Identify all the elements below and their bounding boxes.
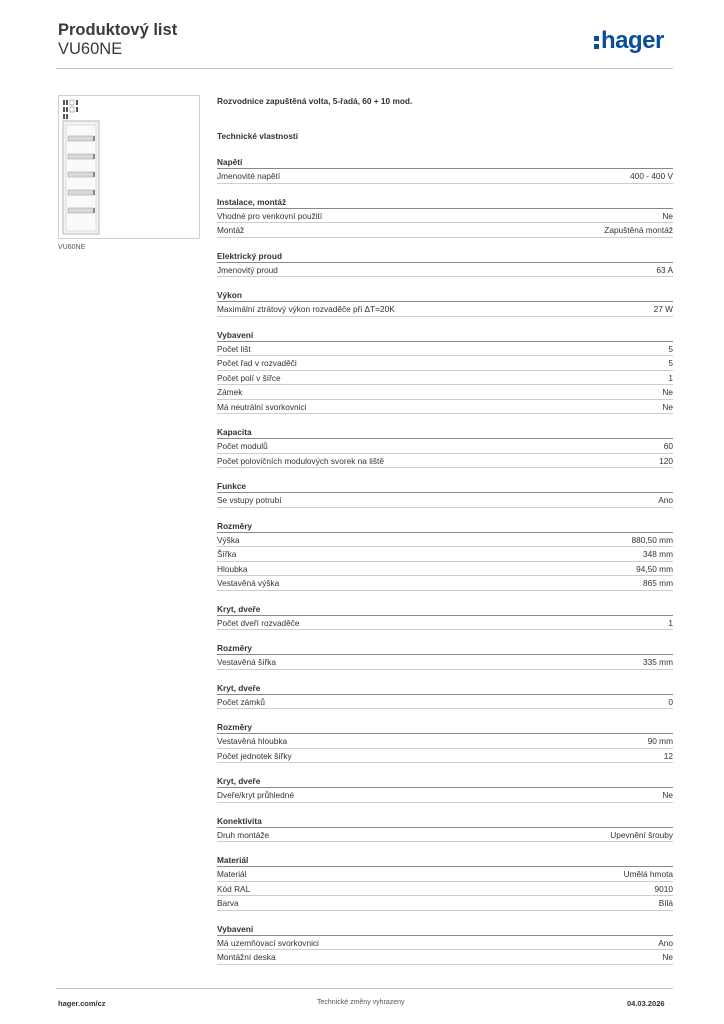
spec-value: 9010 bbox=[654, 883, 673, 894]
spec-value: Umělá hmota bbox=[623, 869, 673, 879]
spec-value: 865 mm bbox=[643, 578, 673, 588]
spec-value: Ne bbox=[662, 210, 673, 221]
spec-value: Zapuštěná montáž bbox=[604, 225, 673, 235]
spec-value: 27 W bbox=[653, 304, 673, 314]
spec-value: 348 mm bbox=[643, 549, 673, 559]
spec-row bbox=[217, 371, 673, 386]
spec-row bbox=[217, 385, 673, 400]
spec-value: 60 bbox=[663, 441, 673, 451]
spec-label: Vhodné pro venkovní použití bbox=[217, 210, 323, 221]
spec-group-title: Vybavení bbox=[217, 329, 673, 342]
spec-value: Upevnění šrouby bbox=[610, 829, 673, 840]
spec-value: 400 - 400 V bbox=[630, 171, 673, 181]
spec-value: Bílá bbox=[658, 898, 673, 908]
spec-group-title: Vybavení bbox=[217, 923, 673, 936]
spec-row bbox=[217, 302, 673, 317]
spec-value: 880,50 mm bbox=[631, 534, 673, 545]
spec-row bbox=[217, 788, 673, 803]
spec-label: Barva bbox=[217, 898, 239, 908]
spec-group bbox=[217, 426, 673, 468]
logo-colon-icon bbox=[594, 33, 599, 49]
spec-group bbox=[217, 250, 673, 278]
product-description: Rozvodnice zapuštěná volta, 5-řadá, 60 + 10 mod. bbox=[217, 96, 413, 106]
spec-label: Počet řad v rozvaděči bbox=[217, 358, 297, 368]
brand-logo bbox=[594, 27, 664, 55]
spec-group-title: Rozměry bbox=[217, 520, 673, 533]
spec-value: 94,50 mm bbox=[636, 563, 673, 574]
spec-label: Počet zámků bbox=[217, 696, 265, 707]
spec-group bbox=[217, 642, 673, 670]
spec-group-title: Výkon bbox=[217, 289, 673, 302]
spec-value: Ne bbox=[662, 952, 673, 962]
spec-label: Dveře/kryt průhledné bbox=[217, 790, 295, 800]
page-title: Produktový list bbox=[58, 21, 178, 39]
product-code: VU60NE bbox=[58, 40, 123, 58]
spec-row bbox=[217, 169, 673, 184]
spec-row bbox=[217, 936, 673, 951]
spec-label: Materiál bbox=[217, 869, 247, 879]
spec-group-title: Rozměry bbox=[217, 721, 673, 734]
spec-row bbox=[217, 400, 673, 415]
spec-group-title: Funkce bbox=[217, 480, 673, 493]
spec-group bbox=[217, 289, 673, 317]
spec-row bbox=[217, 263, 673, 278]
spec-row bbox=[217, 209, 673, 224]
spec-group bbox=[217, 520, 673, 591]
spec-group bbox=[217, 682, 673, 710]
brand-name: hager bbox=[601, 27, 664, 54]
section-title: Technické vlastnosti bbox=[217, 131, 298, 141]
spec-label: Jmenovité napětí bbox=[217, 171, 281, 181]
spec-value: 120 bbox=[659, 455, 673, 466]
spec-group-title: Instalace, montáž bbox=[217, 196, 673, 209]
spec-table bbox=[217, 156, 673, 977]
spec-group bbox=[217, 775, 673, 803]
spec-group-title: Napětí bbox=[217, 156, 673, 169]
spec-row bbox=[217, 896, 673, 911]
spec-row bbox=[217, 734, 673, 749]
spec-row bbox=[217, 547, 673, 562]
spec-row bbox=[217, 616, 673, 631]
spec-group bbox=[217, 923, 673, 965]
spec-group-title: Kryt, dveře bbox=[217, 682, 673, 695]
distribution-board-image bbox=[59, 96, 199, 238]
spec-row bbox=[217, 439, 673, 454]
spec-label: Vestavěná šířka bbox=[217, 657, 277, 667]
spec-value: 90 mm bbox=[647, 736, 673, 746]
spec-value: 63 A bbox=[656, 264, 673, 275]
spec-row bbox=[217, 655, 673, 670]
footer-divider bbox=[56, 988, 673, 989]
spec-group-title: Kapacita bbox=[217, 426, 673, 439]
spec-value: Ano bbox=[658, 495, 673, 505]
spec-label: Počet dveří rozvaděče bbox=[217, 617, 300, 628]
spec-value: 5 bbox=[668, 358, 673, 368]
spec-value: 335 mm bbox=[643, 657, 673, 667]
spec-row bbox=[217, 867, 673, 882]
spec-group bbox=[217, 815, 673, 843]
spec-label: Vestavěná hloubka bbox=[217, 736, 288, 746]
spec-label: Počet polovičních modulových svorek na liště bbox=[217, 455, 384, 466]
spec-label: Kód RAL bbox=[217, 883, 251, 894]
header-divider bbox=[56, 68, 673, 69]
spec-row bbox=[217, 950, 673, 965]
spec-row bbox=[217, 454, 673, 469]
spec-group bbox=[217, 721, 673, 763]
footer-notice: Technické změny vyhrazeny bbox=[317, 999, 405, 1006]
image-caption: VU60NE bbox=[58, 244, 86, 251]
spec-row bbox=[217, 828, 673, 843]
spec-row bbox=[217, 533, 673, 548]
spec-label: Hloubka bbox=[217, 563, 248, 574]
spec-label: Maximální ztrátový výkon rozvaděče při ΔT=20K bbox=[217, 304, 395, 314]
spec-label: Zámek bbox=[217, 387, 243, 397]
spec-label: Se vstupy potrubí bbox=[217, 495, 282, 505]
spec-group-title: Elektrický proud bbox=[217, 250, 673, 263]
spec-label: Montáž bbox=[217, 225, 245, 235]
spec-label: Má uzemňovací svorkovnici bbox=[217, 937, 319, 948]
spec-value: 0 bbox=[668, 696, 673, 707]
spec-row bbox=[217, 493, 673, 508]
spec-label: Počet lišt bbox=[217, 343, 251, 354]
spec-label: Má neutrální svorkovnici bbox=[217, 401, 307, 412]
spec-group-title: Kryt, dveře bbox=[217, 603, 673, 616]
spec-value: 1 bbox=[668, 372, 673, 383]
spec-label: Počet jednotek šířky bbox=[217, 750, 292, 761]
spec-label: Druh montáže bbox=[217, 829, 270, 840]
spec-row bbox=[217, 342, 673, 357]
spec-label: Montážní deska bbox=[217, 952, 276, 962]
spec-group bbox=[217, 854, 673, 911]
spec-row bbox=[217, 223, 673, 238]
spec-row bbox=[217, 562, 673, 577]
spec-group bbox=[217, 196, 673, 238]
spec-group bbox=[217, 603, 673, 631]
spec-label: Výška bbox=[217, 534, 240, 545]
product-image bbox=[58, 95, 200, 239]
spec-value: Ne bbox=[662, 387, 673, 397]
spec-row bbox=[217, 356, 673, 371]
spec-row bbox=[217, 576, 673, 591]
spec-label: Šířka bbox=[217, 549, 237, 559]
spec-label: Vestavěná výška bbox=[217, 578, 280, 588]
spec-group-title: Materiál bbox=[217, 854, 673, 867]
footer-website[interactable]: hager.com/cz bbox=[58, 999, 106, 1008]
footer-date: 04.03.2026 bbox=[627, 999, 665, 1008]
spec-value: Ne bbox=[662, 790, 673, 800]
spec-group-title: Rozměry bbox=[217, 642, 673, 655]
spec-label: Počet modulů bbox=[217, 441, 268, 451]
spec-value: Ano bbox=[658, 937, 673, 948]
spec-value: Ne bbox=[662, 401, 673, 412]
spec-row bbox=[217, 882, 673, 897]
spec-group bbox=[217, 156, 673, 184]
spec-value: 5 bbox=[668, 343, 673, 354]
spec-label: Jmenovitý proud bbox=[217, 264, 278, 275]
spec-group bbox=[217, 329, 673, 415]
spec-value: 12 bbox=[663, 750, 673, 761]
spec-group bbox=[217, 480, 673, 508]
spec-value: 1 bbox=[668, 617, 673, 628]
spec-row bbox=[217, 695, 673, 710]
spec-row bbox=[217, 749, 673, 764]
spec-group-title: Kryt, dveře bbox=[217, 775, 673, 788]
spec-group-title: Konektivita bbox=[217, 815, 673, 828]
spec-label: Počet polí v šířce bbox=[217, 372, 281, 383]
